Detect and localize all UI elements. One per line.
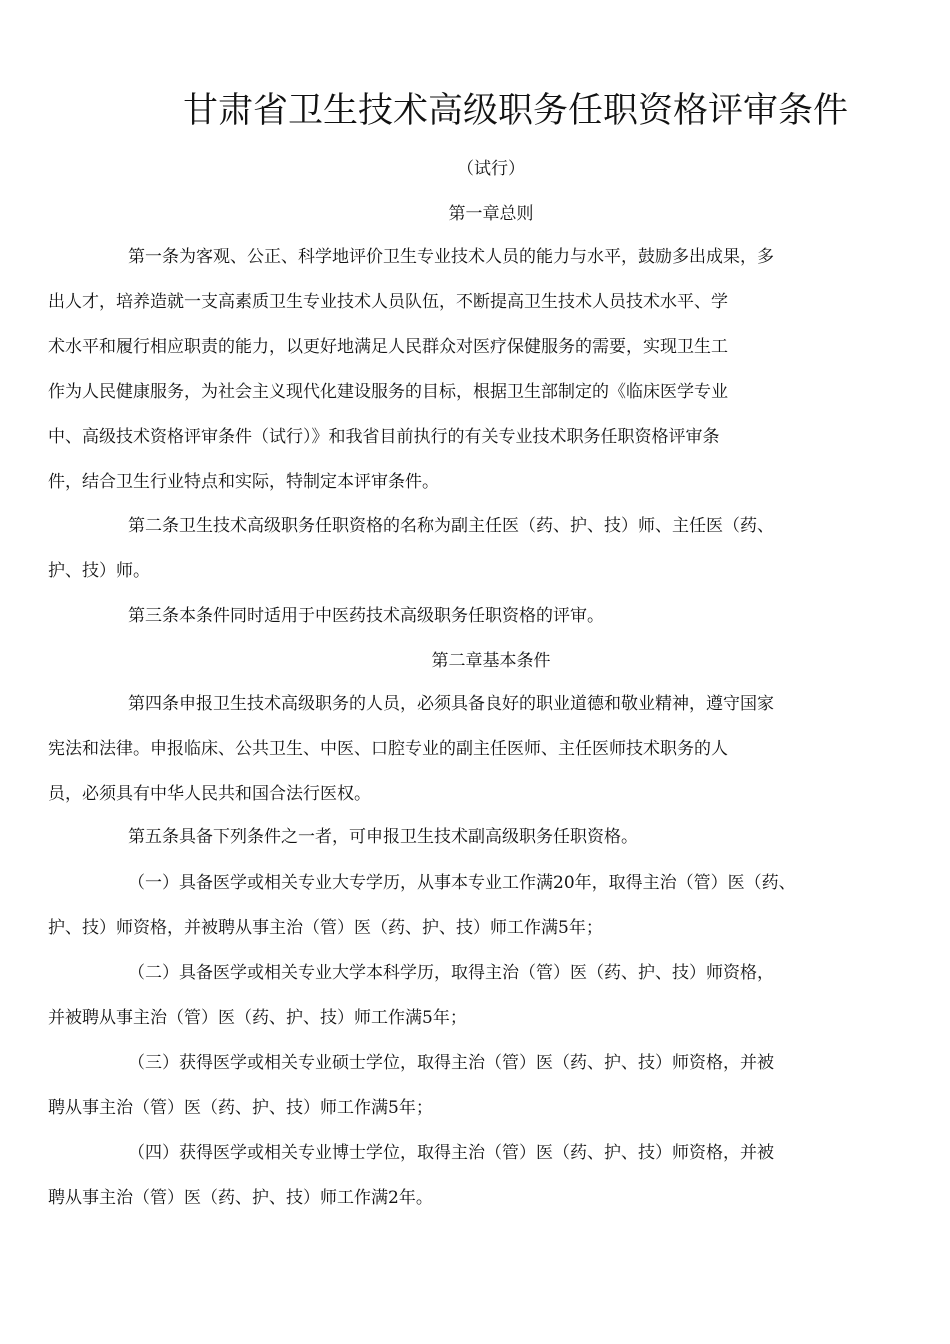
article-5 (88, 815, 868, 860)
condition-item-2-line: 并被聘从事主治（管）医（药、护、技）师工作满5年； (48, 1008, 467, 1028)
article-4 (48, 682, 868, 817)
article-1-line: 出人才，培养造就一支高素质卫生专业技术人员队伍，不断提高卫生技术人员技术水平、学 (48, 292, 728, 312)
article-1-line: 件，结合卫生行业特点和实际，特制定本评审条件。 (48, 472, 439, 492)
condition-item-4 (48, 1131, 868, 1221)
condition-item-1-line: 护、技）师资格，并被聘从事主治（管）医（药、护、技）师工作满5年； (48, 918, 603, 938)
article-4-line: 第四条申报卫生技术高级职务的人员，必须具备良好的职业道德和敬业精神，遵守国家 (128, 694, 774, 714)
condition-item-4-line: 聘从事主治（管）医（药、护、技）师工作满2年。 (48, 1188, 433, 1208)
condition-item-2-line: （二）具备医学或相关专业大学本科学历，取得主治（管）医（药、护、技）师资格， (128, 963, 774, 983)
article-3 (88, 594, 868, 639)
condition-item-4-line: （四）获得医学或相关专业博士学位，取得主治（管）医（药、护、技）师资格，并被 (128, 1143, 774, 1163)
condition-item-3-line: 聘从事主治（管）医（药、护、技）师工作满5年； (48, 1098, 433, 1118)
article-1 (48, 235, 868, 505)
article-5-line: 第五条具备下列条件之一者，可申报卫生技术副高级职务任职资格。 (128, 827, 638, 847)
condition-item-1 (48, 861, 868, 951)
condition-item-1-line: （一）具备医学或相关专业大专学历，从事本专业工作满20年，取得主治（管）医（药、 (128, 873, 796, 893)
article-4-line: 员，必须具有中华人民共和国合法行医权。 (48, 784, 371, 804)
article-2-line: 护、技）师。 (48, 561, 150, 581)
article-1-line: 术水平和履行相应职责的能力，以更好地满足人民群众对医疗保健服务的需要，实现卫生工 (48, 337, 728, 357)
article-1-line: 作为人民健康服务，为社会主义现代化建设服务的目标，根据卫生部制定的《临床医学专业 (48, 382, 728, 402)
document-subtitle: （试行） (457, 159, 525, 179)
article-1-line: 第一条为客观、公正、科学地评价卫生专业技术人员的能力与水平，鼓励多出成果，多 (128, 247, 774, 267)
article-2-line: 第二条卫生技术高级职务任职资格的名称为副主任医（药、护、技）师、主任医（药、 (128, 516, 774, 536)
condition-item-2 (48, 951, 868, 1041)
article-4-line: 宪法和法律。申报临床、公共卫生、中医、口腔专业的副主任医师、主任医师技术职务的人 (48, 739, 728, 759)
document-title: 甘肃省卫生技术高级职务任职资格评审条件 (183, 91, 849, 131)
article-3-line: 第三条本条件同时适用于中医药技术高级职务任职资格的评审。 (128, 606, 604, 626)
chapter-heading-2: 第二章基本条件 (431, 651, 551, 671)
chapter-heading-1: 第一章总则 (448, 204, 534, 224)
condition-item-3-line: （三）获得医学或相关专业硕士学位，取得主治（管）医（药、护、技）师资格，并被 (128, 1053, 774, 1073)
article-1-line: 中、高级技术资格评审条件（试行）》和我省目前执行的有关专业技术职务任职资格评审条 (48, 427, 720, 447)
article-2 (48, 504, 868, 594)
condition-item-3 (48, 1041, 868, 1131)
